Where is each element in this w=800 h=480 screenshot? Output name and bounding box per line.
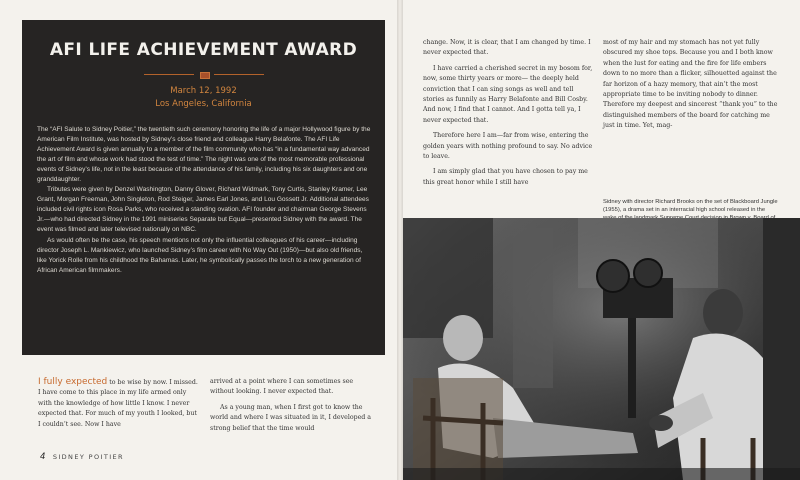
page-footer (40, 452, 124, 462)
left-page (0, 0, 397, 480)
speech-paragraph: arrived at a point where I can sometimes see without looking. I never expected that. (210, 378, 354, 396)
page-number: 4 (40, 452, 47, 462)
award-paragraph: The “AFI Salute to Sidney Poitier,” the twentieth such ceremony honoring the life of a major Hollywood figure by the American Film Institute, was hosted by Sidney’s close friend and colleague Harry Belafonte. The AFI Life Achievement Award is given annually to a member of the film community who has “in a fundamental way advanced the art of film and whose work had stood the test of time.” The night was one of the most memorable professional events of Sidney’s life, not in the least because of the attendance of his family, including his six daughters and one granddaughter. (37, 126, 371, 184)
photo-caption: Sidney with director Richard Brooks on the set of Blackboard Jungle (1955), a drama set in an interracial high school released in the (603, 199, 778, 213)
film-set-photo (403, 218, 800, 480)
speech-column-4 (603, 38, 779, 137)
award-title: AFI LIFE ACHIEVEMENT AWARD (49, 40, 358, 60)
speech-column-1 (38, 377, 201, 435)
speech-paragraph: change. Now, it is clear, that I am changed by time. I never expected that. (423, 39, 591, 57)
award-date: March 12, 1992 (170, 86, 237, 96)
speech-column-2 (210, 377, 378, 439)
running-footer: SIDNEY POITIER (52, 453, 124, 461)
speech-column-3 (423, 38, 593, 193)
ornament-divider (144, 72, 264, 78)
speech-paragraph: Therefore here I am—far from wise, entering the golden years with nothing profound to say. No advice to leave. (423, 132, 593, 161)
award-sidebar-box (22, 20, 385, 355)
speech-paragraph: most of my hair and my stomach has not yet fully obscured my shoe tops. Because you and I both know when the lust for eating and the fire for life embers down to no more than a flicker, silhouetted against the far horizon of a hazy memory, that ain’t the most appropriate time to be inviting nobody to dinner. Therefore my deepest and sincerest “thank you” to the distinguished members of the board for catching me just in time. Yet, mag- (603, 39, 778, 130)
award-paragraph: As would often be the case, his speech mentions not only the influential colleagues of his career—including director Joseph L. Mankiewicz, who launched Sidney’s film career with No Way Out (1950)—but also old friends, like Yorick Rolle from his childhood the Bahamas. Later, he symbolically passes the torch to a new generation of African American filmmakers. (37, 236, 363, 274)
award-body-text (37, 125, 373, 276)
speech-paragraph: As a young man, when I first got to know the world and where I was situated in it, I developed a strong belief that the time would (210, 403, 372, 432)
right-page (403, 0, 800, 480)
lead-in-text: I fully expected (38, 377, 108, 387)
award-place: Los Angeles, California (155, 99, 252, 109)
award-paragraph: Tributes were given by Denzel Washington, Danny Glover, Richard Widmark, Tony Curtis, Stanley Kramer, Lee Grant, Morgan Freeman, John Singleton, Rod Steiger, James Earl Jones, and Lou Gossett Jr. Additional attendees included civil rights icon Rosa Parks, who received a standing ovation. AFI founder and chairman George Stevens Jr.—who had directed Sidney in the 1991 miniseries Separate but Equal—presented Sidney with the award. The event was filmed and later televised nationally on NBC. (37, 186, 369, 234)
speech-paragraph: I have carried a cherished secret in my bosom for, now, some thirty years or more— the deeply held conviction that I can sing songs as well and tell stories as funnily as Harry Belafonte and Bill Cosby. And now, I find that I cannot. And I gotta tell ya, I never expected that. (423, 64, 593, 124)
speech-text: to be wise by now. I missed. I have come to this place in my life armed only with the knowledge of how little I know. I never expected that. For much of my youth I looked, but I couldn’t see. Now I have (38, 379, 198, 428)
speech-paragraph: I am simply glad that you have chosen to pay me this great honor while I still have (423, 168, 588, 186)
photo-illustration (403, 218, 800, 480)
